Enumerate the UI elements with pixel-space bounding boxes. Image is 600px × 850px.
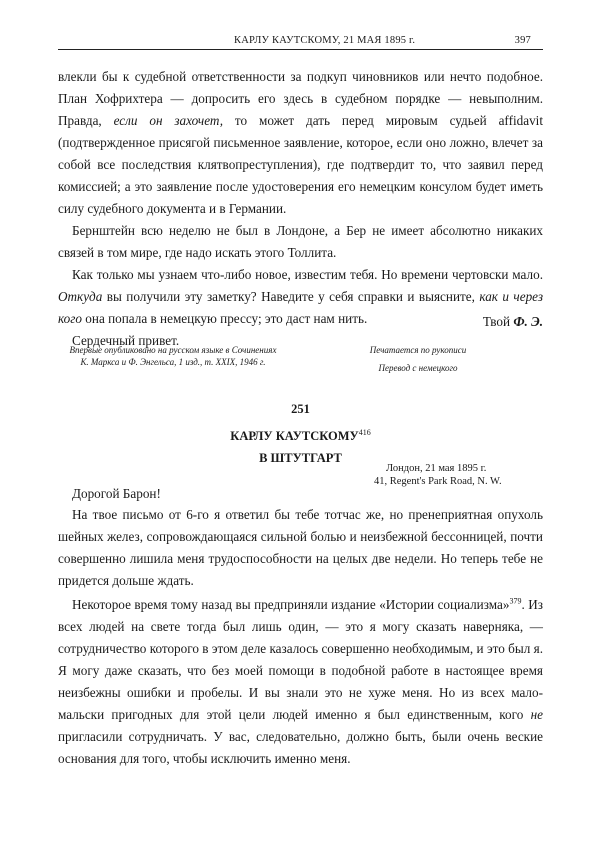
dateline: [374, 462, 502, 488]
paragraph: Некоторое время тому назад вы предприняли издание «Истории социализма»$^{379}$. Из всех людей на свете тогда был лишь один, — это я могу сказать наверняка, — сотрудничество которого в этом деле казалось совершенно необходимым, и это был я. Я могу даже сказать, что без моей помощи в подобной работе в настоящее время неизбежны ошибки и пробелы. И вы знали это не хуже меня. Но из всех мало-мальски пригодных для этой цели людей именно я был единственным, кого не пригласили сотрудничать. У вас, следовательно, должно быть, были очень веские основания для того, чтобы исключить именно меня.: [58, 596, 543, 766]
paragraph: Бернштейн всю неделю не был в Лондоне, а Бер не имеет абсолютно никаких связей в том мире, где надо искать этого Толлита.: [58, 223, 543, 260]
signature-initials: Ф. Э.: [513, 314, 543, 329]
letter-title-line-1: КАРЛУ КАУТСКОМУ: [230, 429, 359, 444]
paragraph: Как только мы узнаем что-либо новое, известим тебя. Но времени чертовски мало. Откуда вы получили эту заметку? Наведите у себя справки и выясните, как и через кого она попала в немецкую прессу; это даст нам нить.: [58, 267, 543, 326]
paragraph: На твое письмо от 6-го я ответил бы тебе тотчас же, но пренеприятная опухоль шейных желез, сопровождающаяся сильной болью и неизбежной бессонницей, почти совершенно лишила меня трудоспособности на целых две недели. Но теперь тебе не придется дольше ждать.: [58, 507, 543, 588]
translation-note-line: Перевод с немецкого: [378, 363, 458, 373]
date-place: Лондон, 21 мая 1895 г.: [386, 463, 487, 474]
address: 41, Regent's Park Road, N. W.: [374, 476, 502, 487]
letter-number: 251: [291, 402, 310, 416]
italic-phrase: Откуда: [58, 289, 103, 304]
publication-note: Впервые опубликовано на русском языке в Сочинениях К. Маркса и Ф. Энгельса, 1 изд., т. XXIX, 1946 г.: [69, 345, 277, 367]
source-note: [348, 344, 488, 374]
italic-phrase: если он захочет,: [113, 113, 224, 128]
footnote-ref: 379: [509, 596, 522, 606]
signature: Твой Ф. Э.: [482, 314, 543, 329]
closing-greeting: Сердечный привет.: [72, 333, 180, 348]
book-page: [58, 0, 543, 850]
salutation: Дорогой Барон!: [72, 486, 161, 501]
italic-phrase: как и через кого: [58, 289, 543, 326]
paragraph-continued: влекли бы к судебной ответственности за подкуп чиновников или нечто подобное. План Хофрихтера — допросить его здесь в судебном порядке — невыполним. Правда, если он захочет, то может дать перед мировым судьей affidavit (подтвержденное присягой письменное заявление, которое, если оно ложно, влечет за собой все последствия клятвопреступления), где подтвердит то, что заявил перед комиссией; а это заявление после удостоверения его немецким консулом будет иметь силу судебного документа и в Германии.: [58, 69, 543, 216]
footnote-ref: 416: [358, 428, 371, 437]
previous-letter-body: [58, 66, 543, 352]
italic-phrase: не: [530, 707, 543, 722]
source-note-line: Печатается по рукописи: [369, 345, 467, 355]
page-number: 397: [514, 35, 531, 46]
header-rule: [58, 49, 543, 50]
running-head-title: КАРЛУ КАУТСКОМУ, 21 МАЯ 1895 г.: [234, 35, 416, 46]
letter-title-line-2: В ШТУТГАРТ: [259, 451, 342, 466]
letter-body: [58, 504, 543, 770]
